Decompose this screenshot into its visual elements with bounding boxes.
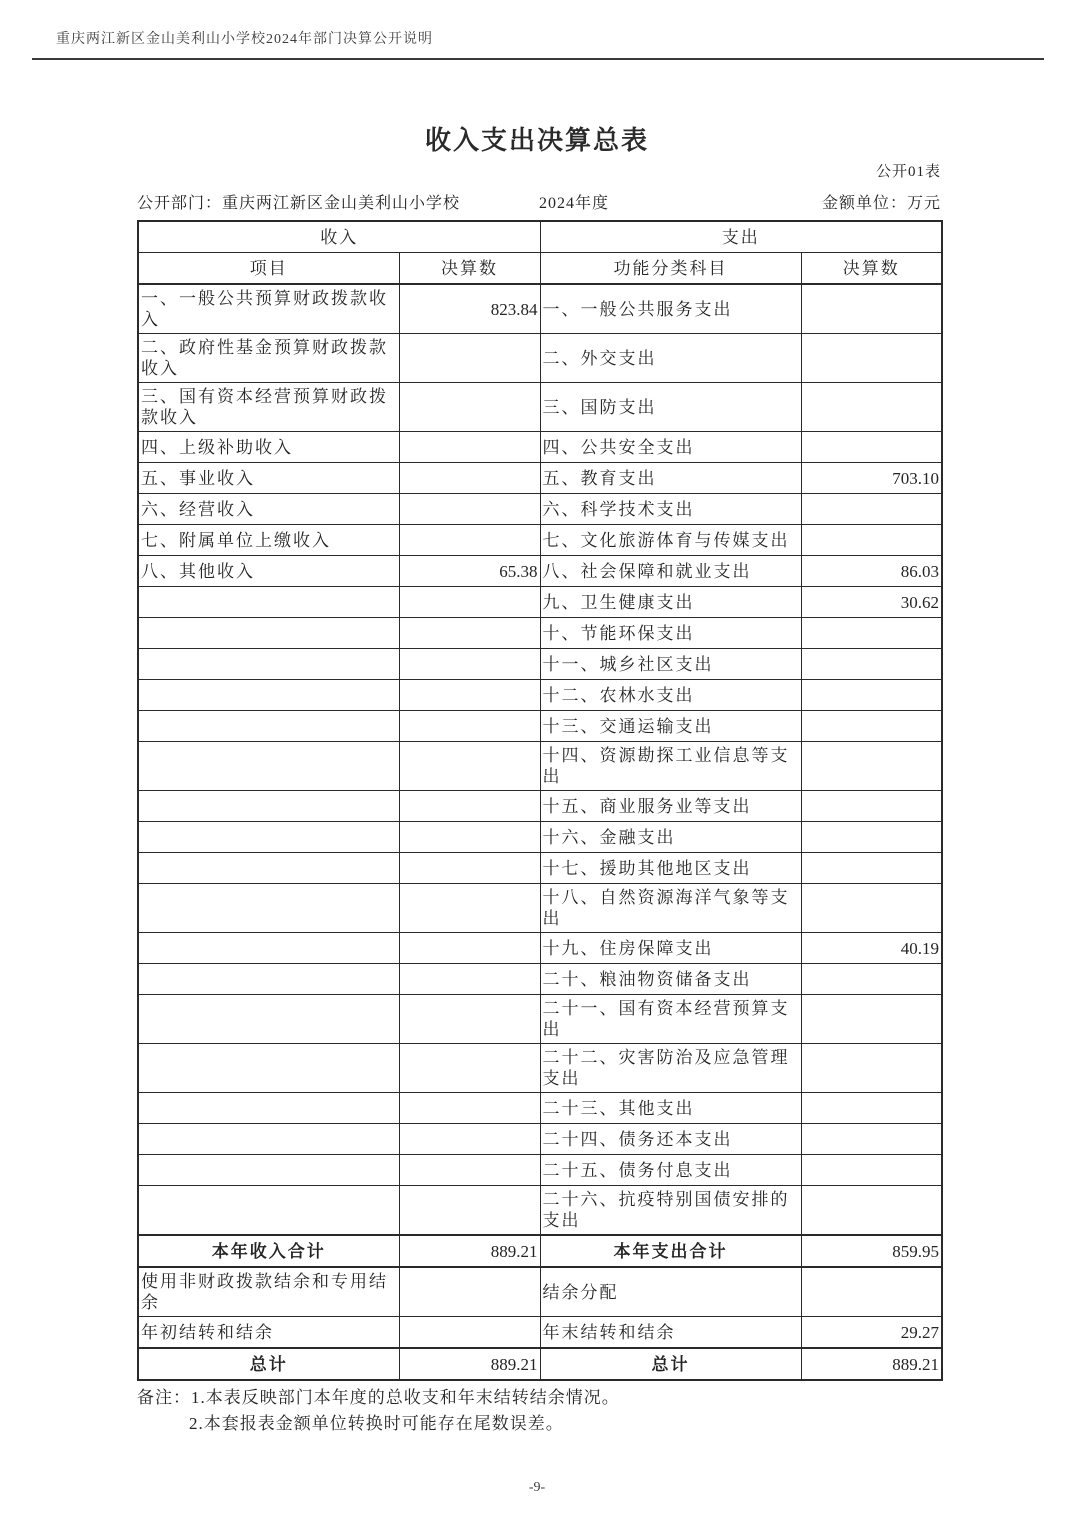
expense-value-cell bbox=[801, 995, 942, 1044]
income-item-cell bbox=[138, 649, 399, 680]
expense-value-cell bbox=[801, 432, 942, 463]
income-item-cell bbox=[138, 711, 399, 742]
income-value-cell bbox=[399, 742, 540, 791]
expense-item-cell: 十一、城乡社区支出 bbox=[540, 649, 801, 680]
income-value-cell bbox=[399, 1317, 540, 1349]
expense-item-cell: 十五、商业服务业等支出 bbox=[540, 791, 801, 822]
income-item-cell bbox=[138, 995, 399, 1044]
notes bbox=[137, 1385, 941, 1437]
expense-item-cell: 十九、住房保障支出 bbox=[540, 933, 801, 964]
expense-value-cell bbox=[801, 822, 942, 853]
expense-item-cell: 十三、交通运输支出 bbox=[540, 711, 801, 742]
income-item-cell bbox=[138, 587, 399, 618]
expense-item-cell: 三、国防支出 bbox=[540, 383, 801, 432]
table-row bbox=[138, 432, 942, 463]
note-line: 2.本套报表金额单位转换时可能存在尾数误差。 bbox=[189, 1414, 564, 1433]
table-row bbox=[138, 933, 942, 964]
income-section-header: 收入 bbox=[138, 221, 540, 253]
meta-row bbox=[137, 190, 941, 220]
income-value-cell bbox=[399, 525, 540, 556]
expense-value-cell bbox=[801, 964, 942, 995]
table-row bbox=[138, 995, 942, 1044]
income-value-cell bbox=[399, 964, 540, 995]
expense-value-cell: 30.62 bbox=[801, 587, 942, 618]
table-row bbox=[138, 822, 942, 853]
meta-department: 公开部门：重庆两江新区金山美利山小学校 bbox=[137, 195, 461, 212]
income-value-cell bbox=[399, 587, 540, 618]
expense-value-cell bbox=[801, 791, 942, 822]
income-value-cell bbox=[399, 995, 540, 1044]
income-item-cell bbox=[138, 680, 399, 711]
expense-item-cell: 二十四、债务还本支出 bbox=[540, 1124, 801, 1155]
expense-item-cell: 二、外交支出 bbox=[540, 334, 801, 383]
income-item-cell: 使用非财政拨款结余和专用结余 bbox=[138, 1267, 399, 1317]
table-body bbox=[138, 284, 942, 1380]
table-row bbox=[138, 1186, 942, 1236]
income-item-cell: 六、经营收入 bbox=[138, 494, 399, 525]
income-item-cell: 四、上级补助收入 bbox=[138, 432, 399, 463]
expense-value-cell: 40.19 bbox=[801, 933, 942, 964]
income-value-cell bbox=[399, 649, 540, 680]
income-value-cell: 889.21 bbox=[399, 1235, 540, 1267]
table-row bbox=[138, 711, 942, 742]
expense-value-cell bbox=[801, 1093, 942, 1124]
expense-item-col-header: 功能分类科目 bbox=[540, 253, 801, 285]
budget-summary-table bbox=[137, 220, 943, 1381]
expense-item-cell: 十八、自然资源海洋气象等支出 bbox=[540, 884, 801, 933]
expense-item-cell: 十四、资源勘探工业信息等支出 bbox=[540, 742, 801, 791]
table-row bbox=[138, 853, 942, 884]
expense-value-cell bbox=[801, 494, 942, 525]
expense-item-cell: 九、卫生健康支出 bbox=[540, 587, 801, 618]
expense-value-cell bbox=[801, 284, 942, 334]
meta-year: 2024年度 bbox=[539, 195, 610, 212]
document-header-text: 重庆两江新区金山美利山小学校2024年部门决算公开说明 bbox=[56, 32, 433, 47]
expense-item-cell: 结余分配 bbox=[540, 1267, 801, 1317]
income-item-cell bbox=[138, 964, 399, 995]
table-row bbox=[138, 1317, 942, 1349]
expense-section-header: 支出 bbox=[540, 221, 942, 253]
expense-item-cell: 二十六、抗疫特别国债安排的支出 bbox=[540, 1186, 801, 1236]
expense-item-cell: 五、教育支出 bbox=[540, 463, 801, 494]
expense-item-cell: 年末结转和结余 bbox=[540, 1317, 801, 1349]
income-item-cell: 年初结转和结余 bbox=[138, 1317, 399, 1349]
table-row bbox=[138, 556, 942, 587]
table-row bbox=[138, 680, 942, 711]
expense-item-cell: 总计 bbox=[540, 1348, 801, 1380]
content-area bbox=[137, 190, 941, 1437]
income-value-cell: 65.38 bbox=[399, 556, 540, 587]
income-value-cell bbox=[399, 1044, 540, 1093]
note-line: 备注：1.本表反映部门本年度的总收支和年末结转结余情况。 bbox=[137, 1388, 620, 1407]
table-row bbox=[138, 334, 942, 383]
income-item-cell: 七、附属单位上缴收入 bbox=[138, 525, 399, 556]
income-item-cell bbox=[138, 853, 399, 884]
income-value-cell bbox=[399, 822, 540, 853]
income-value-cell bbox=[399, 1155, 540, 1186]
income-value-cell bbox=[399, 933, 540, 964]
expense-value-col-header: 决算数 bbox=[801, 253, 942, 285]
table-row bbox=[138, 494, 942, 525]
expense-item-cell: 二十一、国有资本经营预算支出 bbox=[540, 995, 801, 1044]
income-item-cell: 五、事业收入 bbox=[138, 463, 399, 494]
income-value-cell bbox=[399, 1093, 540, 1124]
expense-item-cell: 一、一般公共服务支出 bbox=[540, 284, 801, 334]
expense-item-cell: 本年支出合计 bbox=[540, 1235, 801, 1267]
expense-item-cell: 十六、金融支出 bbox=[540, 822, 801, 853]
income-item-cell: 一、一般公共预算财政拨款收入 bbox=[138, 284, 399, 334]
table-row bbox=[138, 284, 942, 334]
expense-value-cell bbox=[801, 618, 942, 649]
table-row bbox=[138, 884, 942, 933]
expense-value-cell bbox=[801, 1124, 942, 1155]
income-item-cell bbox=[138, 933, 399, 964]
expense-item-cell: 十、节能环保支出 bbox=[540, 618, 801, 649]
table-row bbox=[138, 618, 942, 649]
table-row bbox=[138, 1155, 942, 1186]
income-item-cell bbox=[138, 1124, 399, 1155]
table-code-label: 公开01表 bbox=[875, 164, 941, 180]
table-row bbox=[138, 1093, 942, 1124]
page-title: 收入支出决算总表 bbox=[424, 126, 649, 155]
income-value-cell bbox=[399, 1186, 540, 1236]
expense-value-cell bbox=[801, 884, 942, 933]
expense-value-cell bbox=[801, 1044, 942, 1093]
expense-value-cell: 86.03 bbox=[801, 556, 942, 587]
expense-item-cell: 十七、援助其他地区支出 bbox=[540, 853, 801, 884]
expense-item-cell: 二十五、债务付息支出 bbox=[540, 1155, 801, 1186]
expense-item-cell: 二十、粮油物资储备支出 bbox=[540, 964, 801, 995]
income-value-cell bbox=[399, 680, 540, 711]
income-item-cell bbox=[138, 618, 399, 649]
table-row bbox=[138, 1044, 942, 1093]
income-item-cell bbox=[138, 1093, 399, 1124]
income-value-cell bbox=[399, 711, 540, 742]
expense-value-cell bbox=[801, 711, 942, 742]
income-value-cell bbox=[399, 494, 540, 525]
table-row bbox=[138, 649, 942, 680]
expense-item-cell: 十二、农林水支出 bbox=[540, 680, 801, 711]
expense-value-cell bbox=[801, 853, 942, 884]
income-item-cell bbox=[138, 1155, 399, 1186]
table-row bbox=[138, 742, 942, 791]
table-row bbox=[138, 525, 942, 556]
meta-amount-unit: 金额单位：万元 bbox=[821, 195, 941, 212]
expense-item-cell: 二十三、其他支出 bbox=[540, 1093, 801, 1124]
table-row bbox=[138, 1267, 942, 1317]
income-value-cell bbox=[399, 791, 540, 822]
income-item-cell bbox=[138, 1044, 399, 1093]
expense-item-cell: 七、文化旅游体育与传媒支出 bbox=[540, 525, 801, 556]
expense-value-cell bbox=[801, 649, 942, 680]
income-item-cell: 八、其他收入 bbox=[138, 556, 399, 587]
income-value-cell bbox=[399, 618, 540, 649]
expense-value-cell bbox=[801, 1186, 942, 1236]
income-value-cell bbox=[399, 853, 540, 884]
income-value-cell bbox=[399, 1267, 540, 1317]
income-item-col-header: 项目 bbox=[138, 253, 399, 285]
income-item-cell bbox=[138, 884, 399, 933]
income-item-cell: 三、国有资本经营预算财政拨款收入 bbox=[138, 383, 399, 432]
expense-value-cell bbox=[801, 334, 942, 383]
expense-item-cell: 八、社会保障和就业支出 bbox=[540, 556, 801, 587]
table-row bbox=[138, 1235, 942, 1267]
table-row bbox=[138, 791, 942, 822]
income-item-cell bbox=[138, 791, 399, 822]
expense-value-cell bbox=[801, 680, 942, 711]
expense-item-cell: 四、公共安全支出 bbox=[540, 432, 801, 463]
section-header-row bbox=[138, 221, 942, 253]
table-row bbox=[138, 1348, 942, 1380]
expense-value-cell: 889.21 bbox=[801, 1348, 942, 1380]
expense-value-cell bbox=[801, 525, 942, 556]
income-item-cell bbox=[138, 742, 399, 791]
income-value-cell bbox=[399, 383, 540, 432]
income-value-cell: 823.84 bbox=[399, 284, 540, 334]
expense-value-cell bbox=[801, 1267, 942, 1317]
income-value-cell bbox=[399, 334, 540, 383]
expense-item-cell: 二十二、灾害防治及应急管理支出 bbox=[540, 1044, 801, 1093]
income-value-col-header: 决算数 bbox=[399, 253, 540, 285]
page-number: -9- bbox=[528, 1480, 546, 1495]
income-item-cell: 本年收入合计 bbox=[138, 1235, 399, 1267]
income-value-cell bbox=[399, 432, 540, 463]
table-row bbox=[138, 383, 942, 432]
income-value-cell bbox=[399, 884, 540, 933]
income-item-cell bbox=[138, 1186, 399, 1236]
income-item-cell: 二、政府性基金预算财政拨款收入 bbox=[138, 334, 399, 383]
document-header bbox=[32, 28, 1044, 60]
income-value-cell bbox=[399, 1124, 540, 1155]
expense-value-cell bbox=[801, 742, 942, 791]
column-header-row bbox=[138, 253, 942, 285]
expense-value-cell: 29.27 bbox=[801, 1317, 942, 1349]
income-value-cell: 889.21 bbox=[399, 1348, 540, 1380]
expense-value-cell: 859.95 bbox=[801, 1235, 942, 1267]
income-value-cell bbox=[399, 463, 540, 494]
income-item-cell: 总计 bbox=[138, 1348, 399, 1380]
table-row bbox=[138, 964, 942, 995]
table-row bbox=[138, 587, 942, 618]
income-item-cell bbox=[138, 822, 399, 853]
expense-value-cell bbox=[801, 1155, 942, 1186]
expense-value-cell bbox=[801, 383, 942, 432]
expense-item-cell: 六、科学技术支出 bbox=[540, 494, 801, 525]
expense-value-cell: 703.10 bbox=[801, 463, 942, 494]
table-row bbox=[138, 463, 942, 494]
table-row bbox=[138, 1124, 942, 1155]
